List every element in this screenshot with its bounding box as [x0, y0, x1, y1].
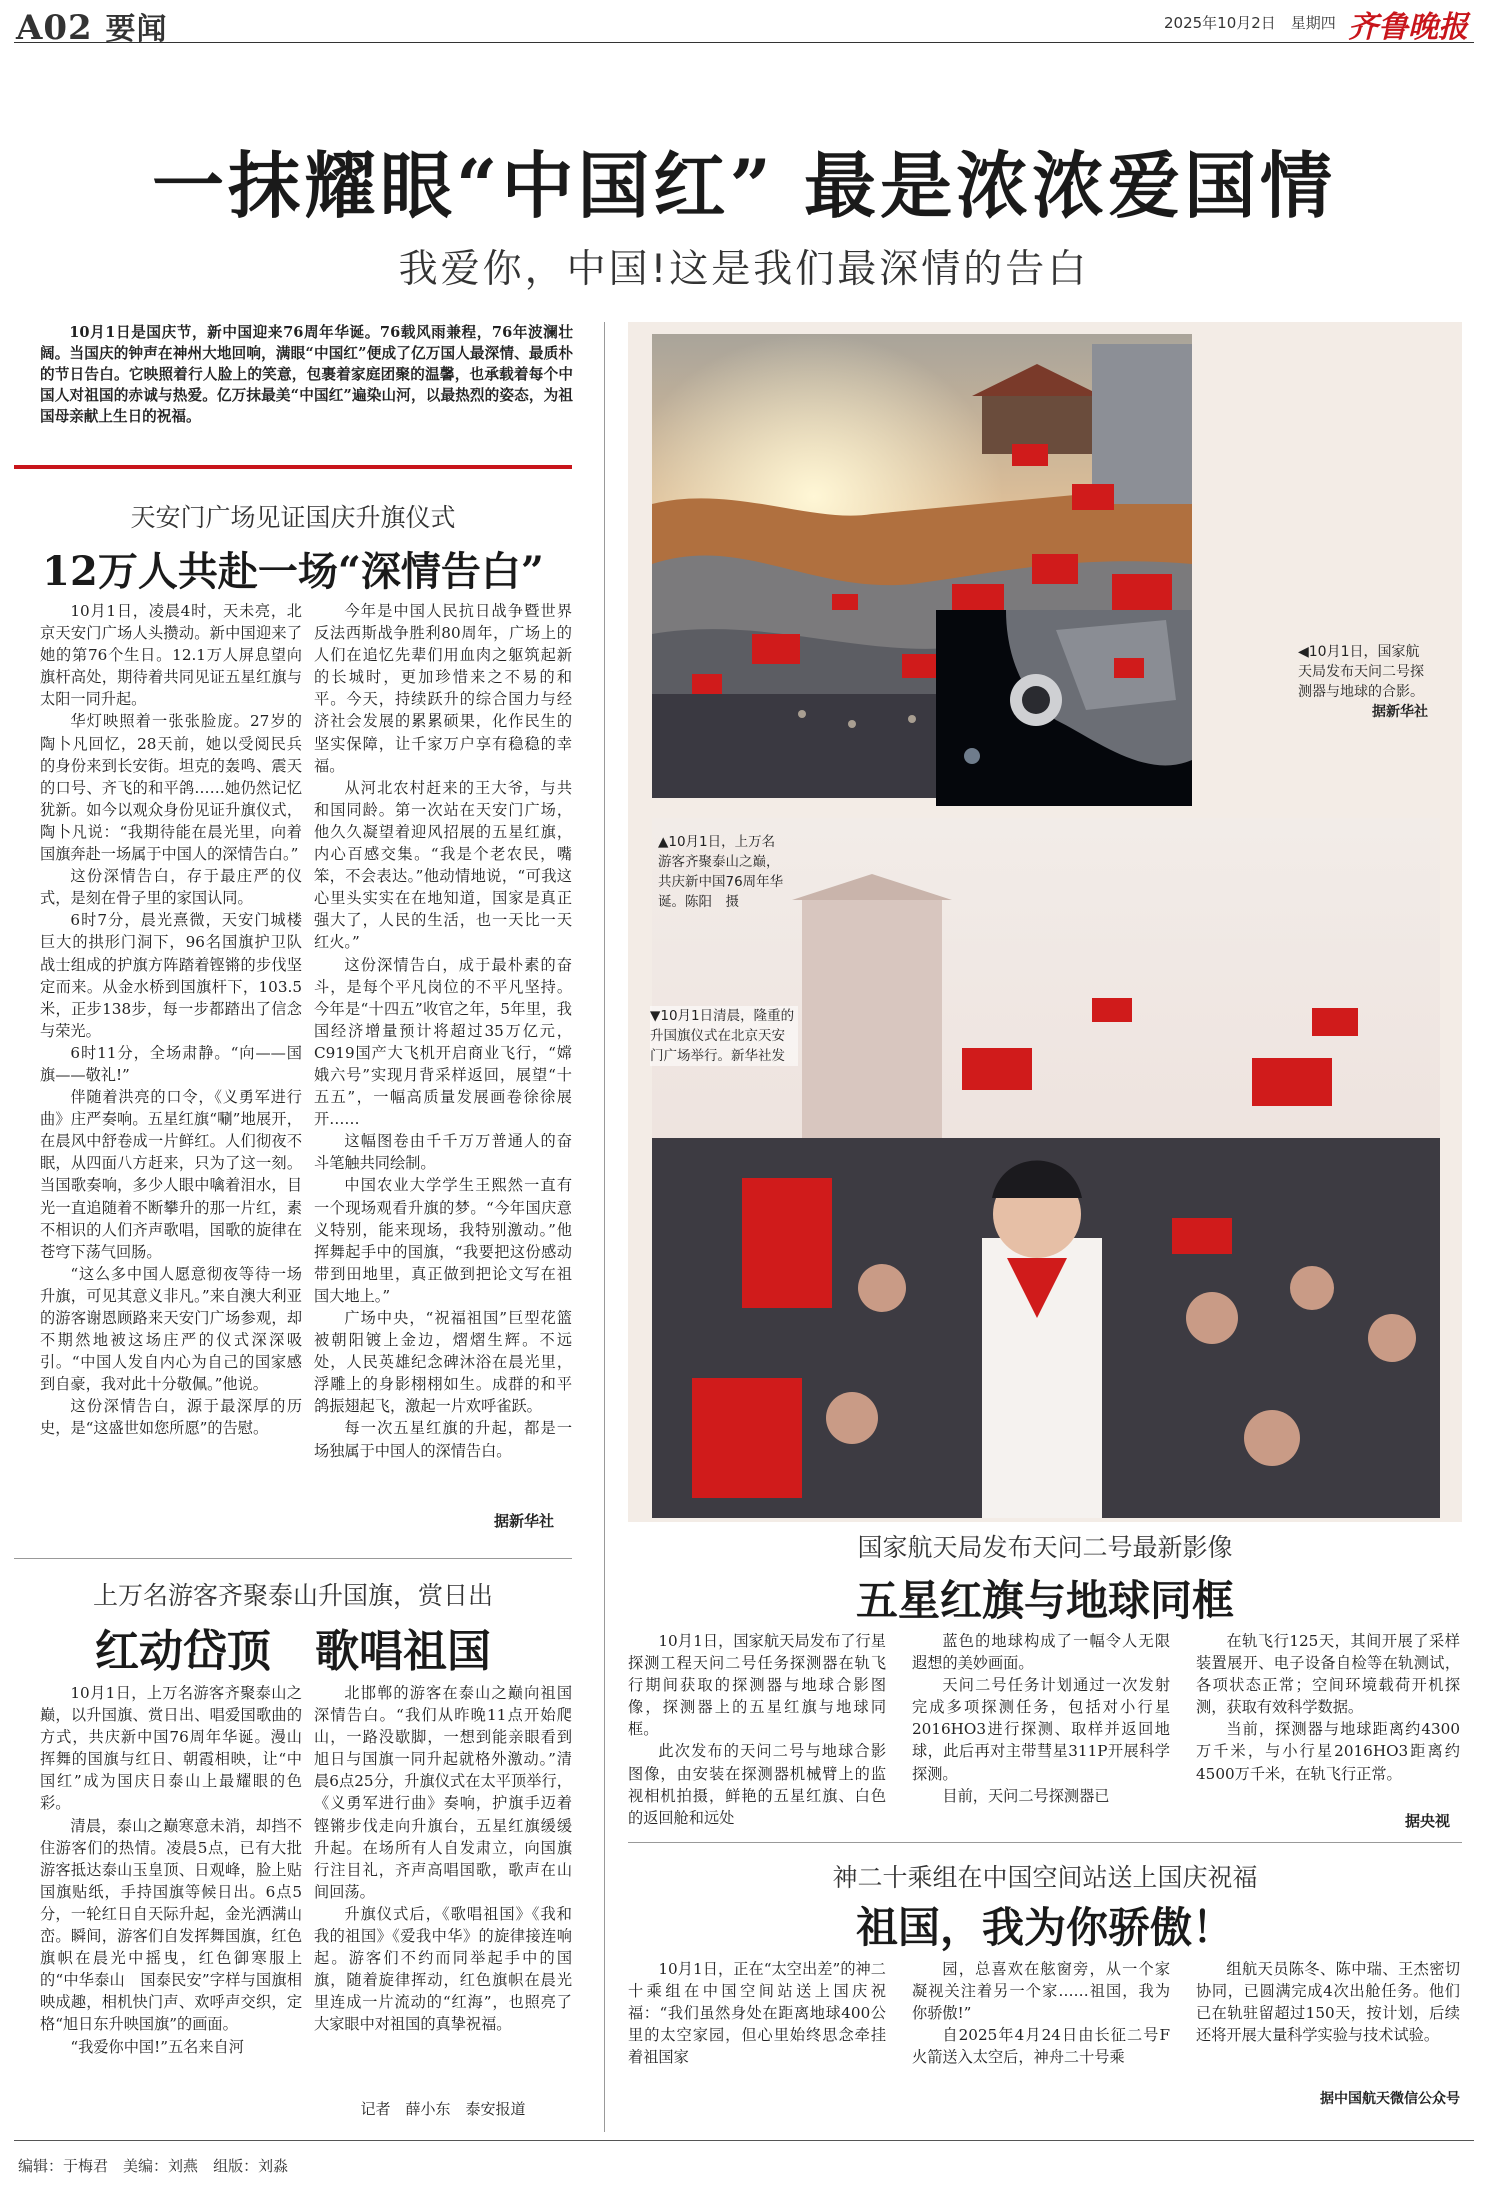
- header-rule: [14, 42, 1474, 43]
- article3-column-1: [628, 1630, 886, 1830]
- paragraph: 今年是中国人民抗日战争暨世界反法西斯战争胜利80周年，广场上的人们在追忆先辈们用血肉之躯筑起新的长城时，更加珍惜来之不易的和平。今天，持续跃升的综合国力与经济社会发展的累累硕果，化作民生的坚实保障，让千家万户享有稳稳的幸福。: [314, 602, 572, 775]
- paragraph: “这么多中国人愿意彻夜等待一场升旗，可见其意义非凡。”来自澳大利亚的游客谢恩顾路来天安门广场参观，却不期然地被这场庄严的仪式深深吸引。“中国人发自内心为自己的国家感到自豪，我对此十分敬佩。”他说。: [40, 1264, 302, 1394]
- article3-column-2: [912, 1630, 1170, 1830]
- article2-column-1: [40, 1682, 302, 2122]
- paragraph: 目前，天问二号探测器已: [942, 1786, 1110, 1805]
- paragraph: 伴随着洪亮的口令，《义勇军进行曲》庄严奏响。五星红旗“唰”地展开，在晨风中舒卷成一片鲜红。人们彻夜不眠，从四面八方赶来，只为了这一刻。当国歌奏响，多少人眼中噙着泪水，目光一直追随着不断攀升的那一片红，素不相识的人们齐声歌唱，国歌的旋律在苍穹下荡气回肠。: [40, 1088, 302, 1261]
- article3-kicker: 国家航天局发布天问二号最新影像: [857, 1533, 1233, 1562]
- paragraph: 在轨飞行125天，其间开展了采样装置展开、电子设备自检等在轨测试，各项状态正常；空间环境载荷开机探测，获取有效科学数据。: [1196, 1632, 1460, 1717]
- paragraph: 天问二号任务计划通过一次发射完成多项探测任务，包括对小行星2016HO3进行探测、取样并返回地球，此后再对主带彗星311P开展科学探测。: [912, 1676, 1170, 1783]
- lead-paragraph: 10月1日是国庆节，新中国迎来76周年华诞。76载风雨兼程，76年波澜壮阔。当国庆的钟声在神州大地回响，满眼“中国红”便成了亿万国人最深情、最质朴的节日告白。它映照着行人脸上的笑意，包裹着家庭团聚的温馨，也承载着每个中国人对祖国的赤诚与热爱。亿万抹最美“中国红”遍染山河，以最热烈的姿态，为祖国母亲献上生日的祝福。: [40, 324, 573, 425]
- paragraph: 这份深情告白，源于最深厚的历史，是“这盛世如您所愿”的告慰。: [40, 1397, 302, 1438]
- page-headline: 一抹耀眼“中国红” 最是浓浓爱国情: [152, 143, 1336, 228]
- article3-title: 五星红旗与地球同框: [855, 1576, 1234, 1625]
- photo-panel: [628, 322, 1462, 1522]
- article4-source: 据中国航天微信公众号: [1320, 2091, 1460, 2107]
- paragraph: 当前，探测器与地球距离约4300万千米，与小行星2016HO3距离约4500万千米，在轨飞行正常。: [1196, 1720, 1460, 1783]
- article4-kicker: 神二十乘组在中国空间站送上国庆祝福: [832, 1863, 1258, 1892]
- article4-column-2: [912, 1958, 1170, 2138]
- paragraph: 组航天员陈冬、陈中瑞、王杰密切协同，已圆满完成4次出舱任务。他们已在轨驻留超过150天，按计划，后续还将开展大量科学实验与技术试验。: [1196, 1960, 1460, 2045]
- article2-kicker: 上万名游客齐聚泰山升国旗，赏日出: [92, 1581, 493, 1610]
- paragraph: 此次发布的天问二号与地球合影图像，由安装在探测器机械臂上的监视相机拍摄，鲜艳的五星红旗、白色的返回舱和远处: [628, 1742, 886, 1827]
- tianwen-earth-photo: [936, 610, 1192, 806]
- paragraph: 10月1日，上万名游客齐聚泰山之巅，以升国旗、赏日出、唱爱国歌曲的方式，共庆新中国76周年华诞。漫山挥舞的国旗与红日、朝霞相映，让“中国红”成为国庆日泰山上最耀眼的色彩。: [40, 1684, 302, 1813]
- page-folio: A02 要闻: [16, 8, 168, 48]
- article3-column-3: [1196, 1630, 1460, 1810]
- paragraph: 从河北农村赶来的王大爷，与共和国同龄。第一次站在天安门广场，他久久凝望着迎风招展的五星红旗，内心百感交集。“我是个老农民，嘴笨，不会表达。”他动情地说，“可我这心里头实实在在地知道，国家是真正强大了，人民的生活，也一天比一天红火。”: [314, 778, 572, 952]
- paragraph: 园，总喜欢在舷窗旁，从一个家凝视关注着另一个家……祖国，我为你骄傲!”: [912, 1960, 1170, 2023]
- article2-byline: 记者 薛小东 泰安报道: [360, 2100, 526, 2118]
- taishan-caption: ▲10月1日，上万名游客齐聚泰山之巅，共庆新中国76周年华诞。陈阳 摄: [658, 834, 784, 910]
- paragraph: 清晨，泰山之巅寒意未消，却挡不住游客们的热情。凌晨5点，已有大批游客抵达泰山玉皇顶、日观峰，脸上贴国旗贴纸，手持国旗等候日出。6点5分，一轮红日自天际升起，金光洒满山峦。瞬间，游客们自发挥舞国旗，红色旗帜在晨光中摇曳，红色御寒服上的“中华泰山 国泰民安”字样与国旗相映成趣，相机快门声、欢呼声交织，定格“旭日东升映国旗”的画面。: [40, 1816, 302, 2034]
- red-divider: [14, 465, 572, 469]
- article1-column-2: [314, 600, 572, 1500]
- paragraph: 华灯映照着一张张脸庞。27岁的陶卜凡回忆，28天前，她以受阅民兵的身份来到长安街。坦克的轰鸣、震天的口号、齐飞的和平鸽……她仍然记忆犹新。如今以观众身份见证升旗仪式，陶卜凡说：“我期待能在晨光里，向着国旗奔赴一场属于中国人的深情告白。”: [40, 712, 302, 864]
- paragraph: 升旗仪式后，《歌唱祖国》《我和我的祖国》《爱我中华》的旋律接连响起。游客们不约而同举起手中的国旗，随着旋律挥动，红色旗帜在晨光里连成一片流动的“红海”，也照亮了大家眼中对祖国的真挚祝福。: [314, 1904, 572, 2034]
- article1-kicker: 天安门广场见证国庆升旗仪式: [130, 503, 456, 532]
- article4-title: 祖国，我为你骄傲！: [855, 1903, 1234, 1952]
- paragraph: 自2025年4月24日由长征二号F火箭送入太空后，神舟二十号乘: [912, 2026, 1170, 2067]
- paragraph: 这幅图卷由千千万万普通人的奋斗笔触共同绘制。: [314, 1132, 572, 1173]
- article1-source: 据新华社: [493, 1512, 554, 1530]
- article2-column-2: [314, 1682, 572, 2092]
- paragraph: 每一次五星红旗的升起，都是一场独属于中国人的深情告白。: [314, 1419, 572, 1460]
- paragraph: 这份深情告白，成于最朴素的奋斗，是每个平凡岗位的不平凡坚持。今年是“十四五”收官之年，5年里，我国经济增量预计将超过35万亿元，C919国产大飞机开启商业飞行，“嫦娥六号”实现月背采样返回，展望“十五五”，一幅高质量发展画卷徐徐展开……: [314, 955, 572, 1129]
- paragraph: 10月1日，凌晨4时，天未亮，北京天安门广场人头攒动。新中国迎来了她的第76个生日。12.1万人屏息望向旗杆高处，期待着共同见证五星红旗与太阳一同升起。: [40, 602, 302, 709]
- masthead-logo: 齐鲁晚报: [1348, 10, 1468, 45]
- paragraph: 这份深情告白，存于最庄严的仪式，是刻在骨子里的家国认同。: [40, 867, 302, 908]
- article1-column-1: [40, 600, 302, 1536]
- divider: [628, 1842, 1462, 1843]
- article2-title: 红动岱顶 歌唱祖国: [95, 1626, 491, 1677]
- paragraph: 10月1日，国家航天局发布了行星探测工程天问二号任务探测器在轨飞行期间获取的探测器与地球合影图像，探测器上的五星红旗与地球同框。: [628, 1632, 886, 1739]
- article3-source: 据央视: [1404, 1812, 1450, 1830]
- divider: [14, 1558, 572, 1559]
- column-divider: [604, 322, 605, 2132]
- issue-date: 2025年10月2日 星期四: [1164, 14, 1336, 32]
- article4-column-3: [1196, 1958, 1460, 2078]
- tianwen-caption: ◀10月1日，国家航天局发布天问二号探测器与地球的合影。 据新华社: [1298, 644, 1428, 720]
- paragraph: 6时11分，全场肃静。“向——国旗——敬礼!”: [40, 1043, 302, 1084]
- paragraph: 6时7分，晨光熹微，天安门城楼巨大的拱形门洞下，96名国旗护卫队战士组成的护旗方阵踏着铿锵的步伐坚定而来。从金水桥到国旗杆下，103.5米，正步138步，每一步都踏出了信念与荣光。: [40, 911, 302, 1040]
- footer-credits: 编辑：于梅君 美编：刘燕 组版：刘淼: [18, 2157, 289, 2175]
- paragraph: 北邯郸的游客在泰山之巅向祖国深情告白。“我们从昨晚11点开始爬山，一路没歇脚，一想到能亲眼看到旭日与国旗一同升起就格外激动。”清晨6点25分，升旗仪式在太平顶举行，《义勇军进行曲》奏响，护旗手迈着铿锵步伐走向升旗台，五星红旗缓缓升起。在场所有人自发肃立，向国旗行注目礼，齐声高唱国歌，歌声在山间回荡。: [314, 1684, 572, 1901]
- paragraph: 广场中央，“祝福祖国”巨型花篮被朝阳镀上金边，熠熠生辉。不远处，人民英雄纪念碑沐浴在晨光里，浮雕上的身影栩栩如生。成群的和平鸽振翅起飞，激起一片欢呼雀跃。: [314, 1309, 572, 1416]
- tiananmen-photo: [652, 818, 1440, 1518]
- paragraph: 10月1日，正在“太空出差”的神二十乘组在中国空间站送上国庆祝福：“我们虽然身处在距离地球400公里的太空家园，但心里始终思念牵挂着祖国家: [628, 1960, 886, 2067]
- page-subheadline: 我爱你，中国!这是我们最深情的告白: [398, 247, 1090, 292]
- footer-rule: [14, 2140, 1474, 2141]
- article4-column-1: [628, 1958, 886, 2138]
- paragraph: 中国农业大学学生王熙然一直有一个现场观看升旗的梦。“今年国庆意义特别，能来现场，我特别激动。”他挥舞起手中的国旗，“我要把这份感动带到田地里，真正做到把论文写在祖国大地上。”: [314, 1176, 572, 1305]
- paragraph: 蓝色的地球构成了一幅令人无限遐想的美妙画面。: [912, 1632, 1170, 1673]
- article1-title: 12万人共赴一场“深情告白”: [42, 548, 544, 595]
- paragraph: “我爱你中国!”五名来自河: [70, 2037, 244, 2056]
- tiananmen-caption: ▼10月1日清晨，隆重的升国旗仪式在北京天安门广场举行。新华社发: [650, 1006, 798, 1066]
